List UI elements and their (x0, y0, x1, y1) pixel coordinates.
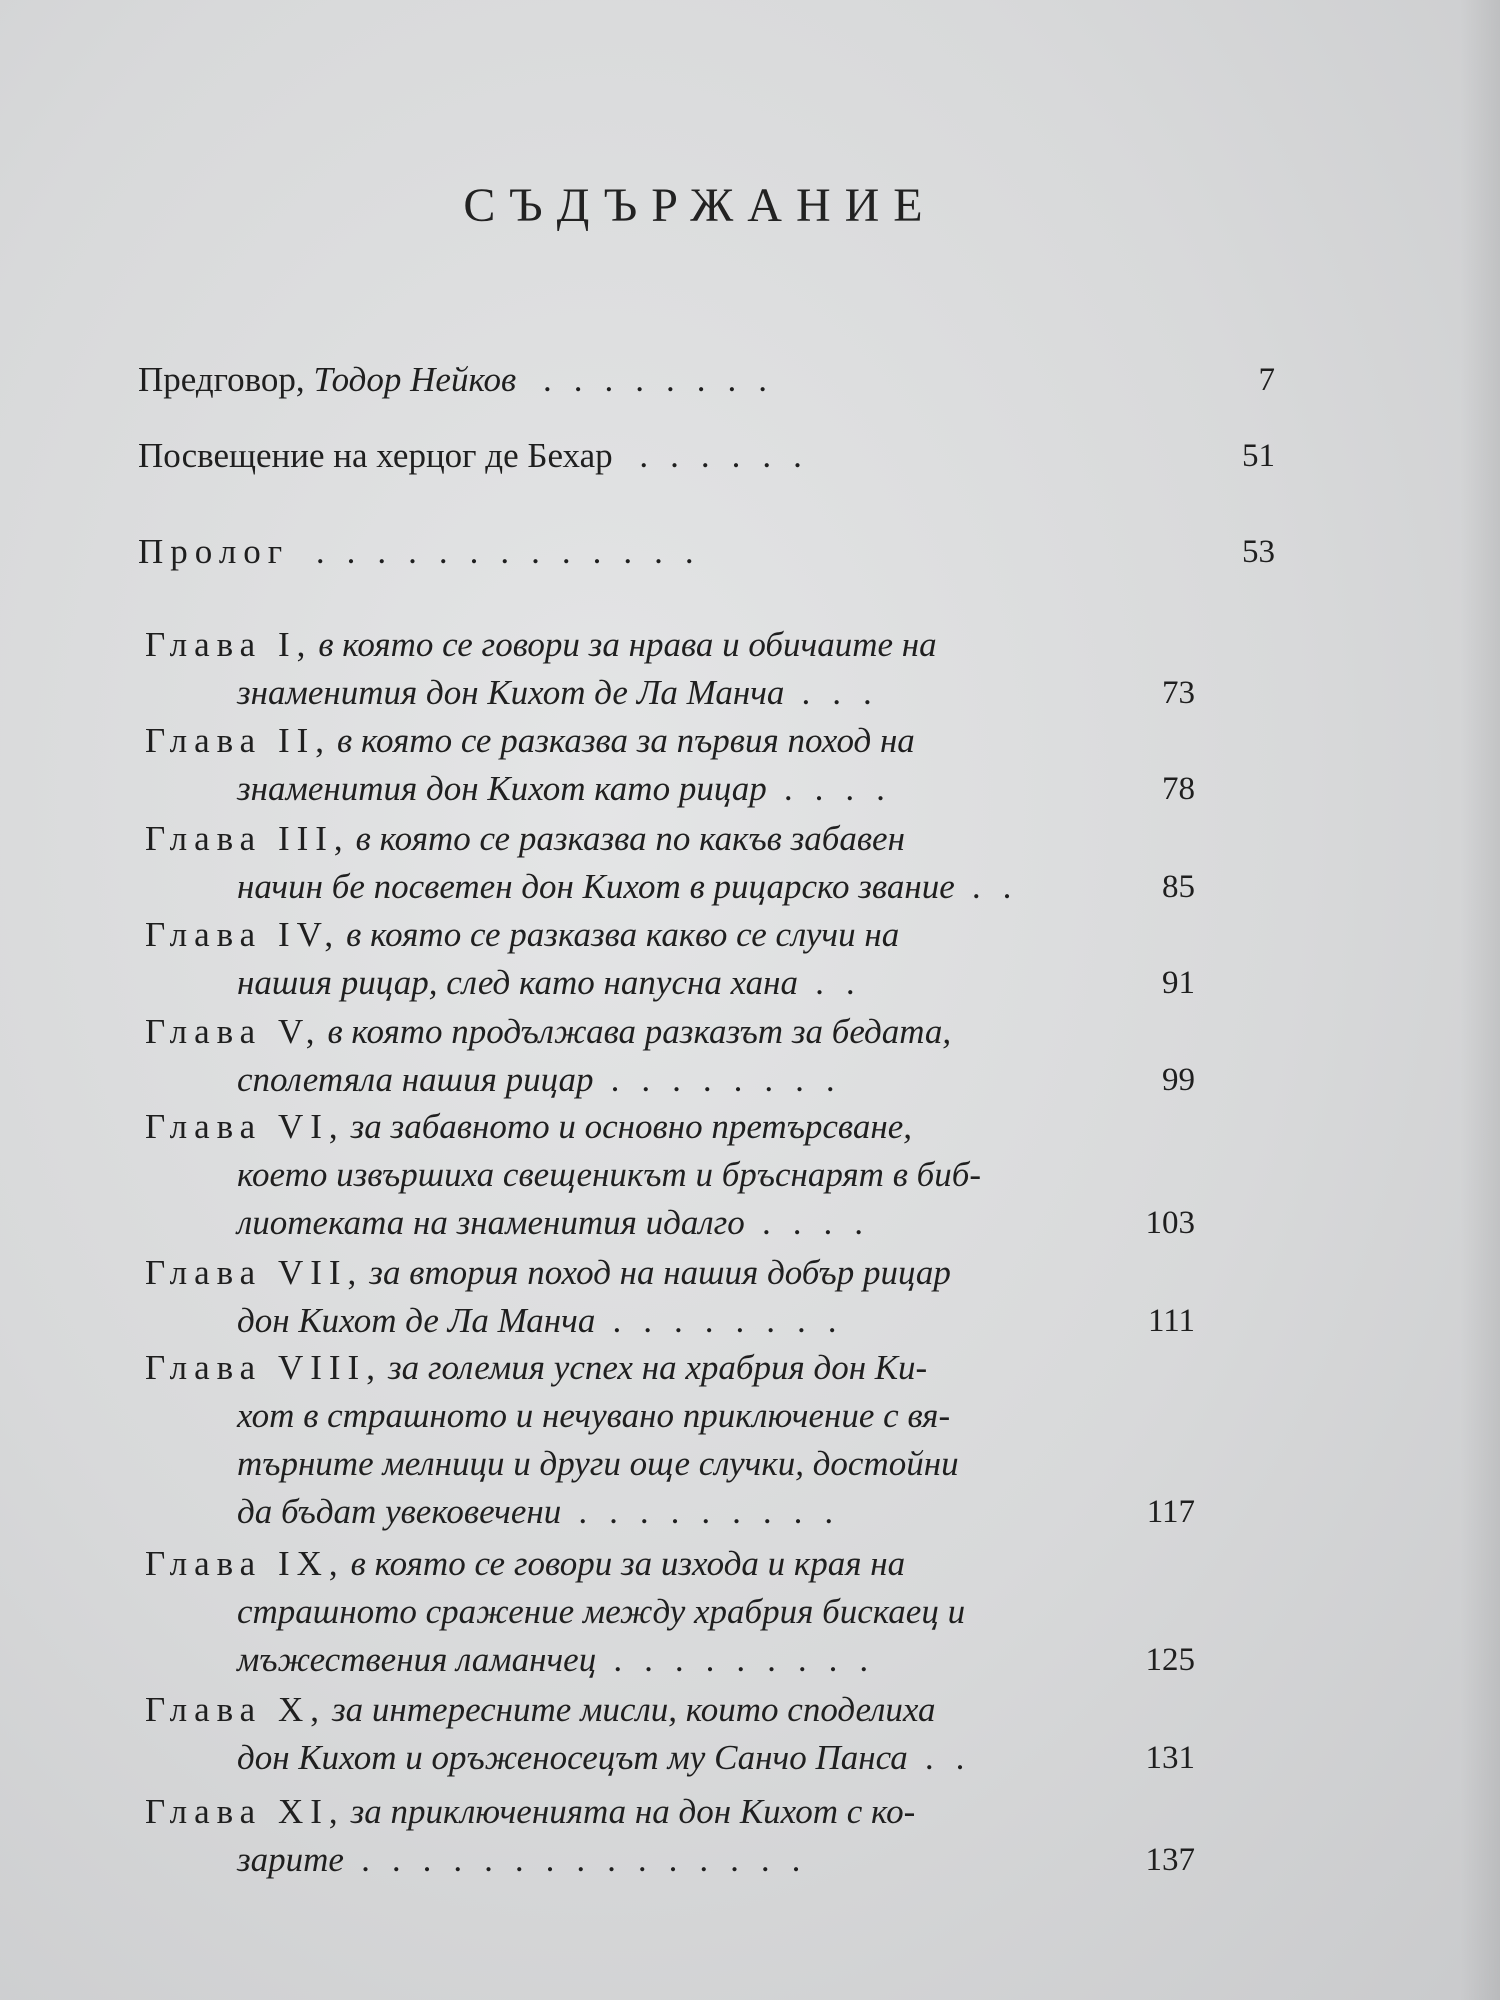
dot-leader: ............... (361, 1840, 824, 1879)
toc-entry-chapter (145, 911, 1275, 1007)
page-number: 85 (1162, 869, 1195, 905)
chapter-title-text: нашия рицар, след като напусна хана (237, 963, 799, 1002)
entry-line (145, 959, 1275, 1007)
entry-line (145, 621, 1275, 669)
page-number: 99 (1162, 1062, 1195, 1098)
page-edge-shadow (1460, 0, 1500, 2000)
page-number: 73 (1162, 675, 1195, 711)
chapter-title-text: което извършиха свещеникът и бръснарят в биб- (237, 1155, 982, 1194)
chapter-title-text: за интересните мисли, които споделиха (331, 1690, 936, 1729)
entry-line (145, 1588, 1275, 1636)
entry-line (145, 1488, 1275, 1536)
entry-label: Посвещение на херцог де Бехар (138, 436, 613, 475)
entry-line (145, 1103, 1275, 1151)
chapter-title-text: лиотеката на знаменития идалго (237, 1203, 745, 1242)
chapter-label: Глава III, (145, 819, 350, 858)
chapter-label: Глава IV, (145, 915, 341, 954)
toc-entry-chapter (145, 1103, 1275, 1247)
chapter-title-text: хот в страшното и нечувано приключение с вя- (237, 1396, 951, 1435)
chapter-title-text: знаменития дон Кихот де Ла Манча (237, 673, 785, 712)
entry-line (145, 815, 1275, 863)
entry-author: Тодор Нейков (313, 360, 517, 399)
dot-leader: ... (802, 673, 895, 712)
entry-line (145, 1297, 1275, 1345)
toc-entry-chapter (145, 815, 1275, 911)
page-number: 111 (1147, 1303, 1195, 1339)
page-number: 137 (1145, 1842, 1195, 1878)
entry-line (145, 1199, 1275, 1247)
entry-line (145, 1440, 1275, 1488)
chapter-title-text: за големия успех на храбрия дон Ки- (387, 1348, 928, 1387)
entry-label: Пролог (138, 532, 290, 571)
chapter-title-text: знаменития дон Кихот като рицар (237, 769, 767, 808)
entry-line (145, 669, 1275, 717)
dot-leader: ........ (542, 360, 789, 399)
chapter-label: Глава I, (145, 625, 313, 664)
toc-entry-preface (138, 356, 1278, 404)
chapter-title-text: зарите (237, 1840, 344, 1879)
toc-entry-chapter (145, 1344, 1275, 1536)
chapter-label: Глава II, (145, 721, 332, 760)
dot-leader: ...... (639, 436, 824, 475)
toc-entry-dedication (138, 432, 1278, 480)
dot-leader: .. (816, 963, 878, 1002)
page-number: 51 (1242, 438, 1275, 474)
toc-entry-chapter (145, 621, 1275, 717)
page-number: 7 (1258, 362, 1275, 398)
page-number: 131 (1145, 1740, 1195, 1776)
dot-leader: .. (972, 867, 1035, 906)
dot-leader: .... (762, 1203, 886, 1242)
entry-line (145, 1836, 1275, 1884)
page-number: 103 (1145, 1205, 1195, 1241)
entry-line (145, 765, 1275, 813)
chapter-title-text: в която се разказва за първия поход на (337, 721, 915, 760)
chapter-title-text: за забавното и основно претърсване, (350, 1107, 912, 1146)
entry-line (145, 1344, 1275, 1392)
chapter-label: Глава VI, (145, 1107, 345, 1146)
entry-line (145, 717, 1275, 765)
page-number: 125 (1145, 1642, 1195, 1678)
chapter-label: Глава X, (145, 1690, 326, 1729)
dot-leader: ........ (611, 1060, 858, 1099)
chapter-title-text: мъжествения ламанчец (237, 1640, 597, 1679)
entry-line (145, 1686, 1275, 1734)
dot-leader: ......... (579, 1492, 856, 1531)
entry-line (145, 1788, 1275, 1836)
chapter-title-text: да бъдат увековечени (237, 1492, 562, 1531)
toc-entry-chapter (145, 1788, 1275, 1884)
chapter-title-text: дон Кихот и оръженосецът му Санчо Панса (237, 1738, 908, 1777)
chapter-title-text: дон Кихот де Ла Манча (237, 1301, 596, 1340)
entry-line (145, 1540, 1275, 1588)
entry-line (145, 863, 1275, 911)
chapter-title-text: в която се говори за нрава и обичаите на (318, 625, 937, 664)
toc-entry-chapter (145, 1686, 1275, 1782)
page-number: 78 (1162, 771, 1195, 807)
toc-entry-chapter (145, 717, 1275, 813)
entry-line (145, 1151, 1275, 1199)
chapter-label: Глава VIII, (145, 1348, 382, 1387)
entry-line (145, 1056, 1275, 1104)
page-number: 53 (1242, 534, 1275, 570)
toc-entry-prologue (138, 528, 1278, 576)
entry-line (145, 1249, 1275, 1297)
chapter-title-text: сполетяла нашия рицар (237, 1060, 594, 1099)
entry-line (145, 1734, 1275, 1782)
chapter-label: Глава IX, (145, 1544, 345, 1583)
entry-line (145, 911, 1275, 959)
dot-leader: ......... (614, 1640, 891, 1679)
chapter-title-text: начин бе посветен дон Кихот в рицарско звание (237, 867, 955, 906)
chapter-title-text: за приключенията на дон Кихот с ко- (350, 1792, 916, 1831)
entry-line (145, 1636, 1275, 1684)
dot-leader: .. (925, 1738, 988, 1777)
page-number: 117 (1146, 1494, 1195, 1530)
entry-label: Предговор, (138, 360, 305, 399)
page-title: СЪДЪРЖАНИЕ (463, 179, 937, 232)
page-number: 91 (1162, 965, 1195, 1001)
chapter-title-text: в която се разказва по какъв забавен (355, 819, 905, 858)
chapter-label: Глава V, (145, 1012, 322, 1051)
chapter-title-text: в която продължава разказът за бедата, (327, 1012, 952, 1051)
entry-line (145, 1392, 1275, 1440)
toc-entry-chapter (145, 1008, 1275, 1104)
chapter-title-text: за втория поход на нашия добър рицар (369, 1253, 951, 1292)
chapter-title-text: в която се разказва какво се случи на (346, 915, 900, 954)
toc-entry-chapter (145, 1249, 1275, 1345)
toc-entry-chapter (145, 1540, 1275, 1684)
entry-line (145, 1008, 1275, 1056)
dot-leader: ............. (315, 532, 716, 571)
chapter-label: Глава XI, (145, 1792, 345, 1831)
chapter-title-text: страшното сражение между храбрия бискаец и (237, 1592, 966, 1631)
chapter-title-text: в която се говори за изхода и края на (350, 1544, 906, 1583)
dot-leader: .... (784, 769, 908, 808)
chapter-label: Глава VII, (145, 1253, 364, 1292)
dot-leader: ........ (613, 1301, 860, 1340)
chapter-title-text: търните мелници и други още случки, достойни (237, 1444, 959, 1483)
